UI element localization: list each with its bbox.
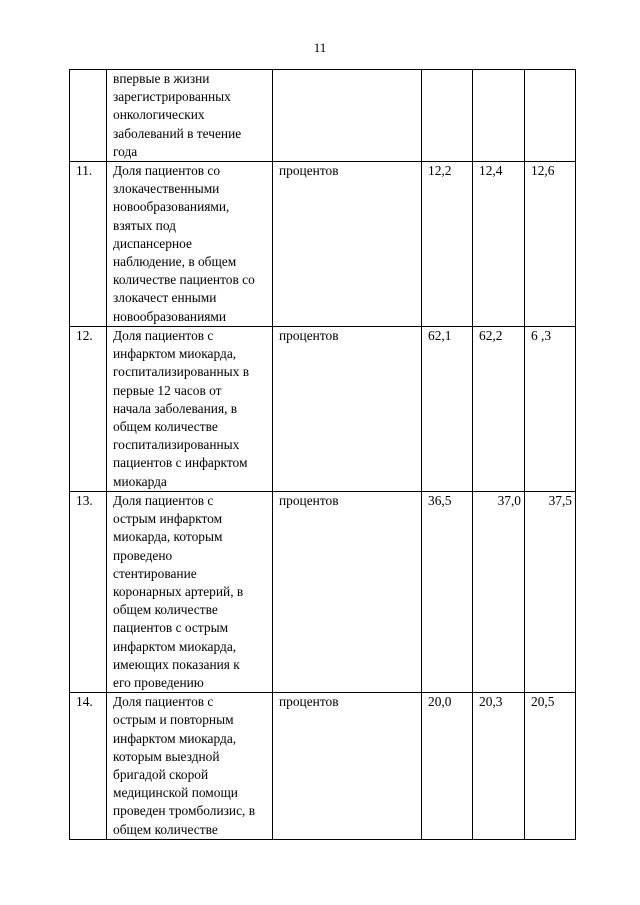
table-row [70,492,576,693]
row-number: 14. [70,693,107,840]
value-year-1: 12,2 [422,162,473,327]
value-year-3: 12,6 [525,162,576,327]
value-year-2: 62,2 [473,327,525,492]
value-year-3: 37,5 [525,492,576,693]
unit-cell: процентов [273,162,422,327]
value-year-2: 37,0 [473,492,525,693]
value-year-1: 36,5 [422,492,473,693]
page-number: 11 [313,40,327,55]
value-year-2: 12,4 [473,162,525,327]
indicator-description: Доля пациентов со злокачественными новообразованиями, взятых под диспансерное наблюдение, в общем количестве пациентов со злокачест енными новообразованиями [107,162,273,327]
row-number: 12. [70,327,107,492]
value-year-1 [422,70,473,162]
unit-cell: процентов [273,693,422,840]
value-year-1: 20,0 [422,693,473,840]
table-row [70,162,576,327]
table-row [70,693,576,840]
row-number: 13. [70,492,107,693]
row-number: 11. [70,162,107,327]
indicator-description: впервые в жизни зарегистрированных онкологических заболеваний в течение года [107,70,273,162]
unit-cell [273,70,422,162]
value-year-2 [473,70,525,162]
value-year-3: 6 ,3 [525,327,576,492]
value-year-2: 20,3 [473,693,525,840]
indicator-description: Доля пациентов с инфарктом миокарда, госпитализированных в первые 12 часов от начала заболевания, в общем количестве госпитализированных пациентов с инфарктом миокарда [107,327,273,492]
unit-cell: процентов [273,492,422,693]
indicator-description: Доля пациентов с острым инфарктом миокарда, которым проведено стентирование коронарных артерий, в общем количестве пациентов с острым инфарктом миокарда, имеющих показания к его проведению [107,492,273,693]
value-year-3 [525,70,576,162]
unit-cell: процентов [273,327,422,492]
value-year-3: 20,5 [525,693,576,840]
value-year-1: 62,1 [422,327,473,492]
table-row [70,327,576,492]
table-row [70,70,576,162]
indicator-description: Доля пациентов с острым и повторным инфарктом миокарда, которым выездной бригадой скорой медицинской помощи проведен тромболизис, в общем количестве [107,693,273,840]
indicators-table [69,69,576,840]
row-number [70,70,107,162]
